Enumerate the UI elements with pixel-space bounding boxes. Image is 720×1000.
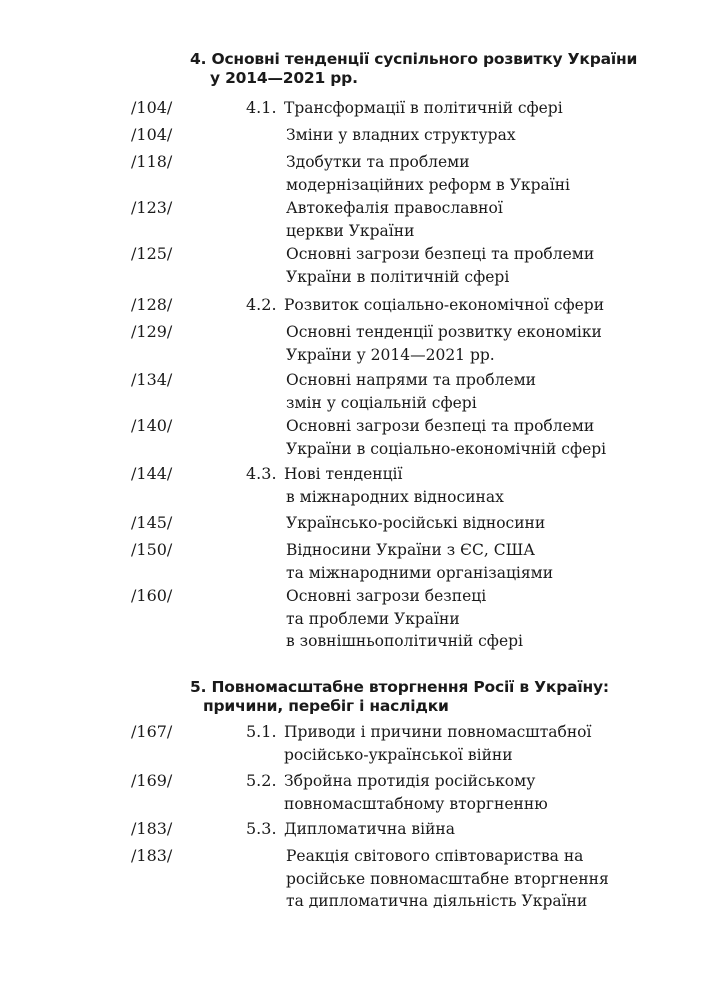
- entry-line: Основні напрями та проблеми: [286, 371, 536, 389]
- entry-title: [286, 124, 516, 147]
- entry-title: [286, 369, 536, 414]
- entry-title: [284, 463, 504, 508]
- entry-line: Основні загрози безпеці та проблеми: [286, 417, 595, 435]
- page-number: /118/: [131, 152, 173, 171]
- entry-line: російське повномасштабне вторгнення: [286, 869, 609, 888]
- section-title-line1: 5. Повномасштабне вторгнення Росії в Україну:: [190, 678, 609, 696]
- subsection-number: 5.1.: [246, 722, 277, 741]
- page-number: /145/: [131, 513, 173, 532]
- page-number: /169/: [131, 771, 173, 790]
- entry-title: [284, 294, 604, 317]
- entry-line: та міжнародними організаціями: [286, 563, 554, 582]
- entry-title: [284, 770, 548, 815]
- entry-title: [286, 243, 594, 288]
- entry-title: [286, 845, 609, 913]
- entry-title: [286, 539, 553, 584]
- entry-line: Збройна протидія російському: [284, 772, 536, 790]
- entry-line: та дипломатична діяльність України: [286, 892, 588, 910]
- section-5-heading: [190, 678, 609, 716]
- subsection-number: 5.3.: [246, 819, 277, 838]
- entry-title: [284, 721, 591, 766]
- entry-line: російсько-української війни: [284, 745, 513, 764]
- subsection-number: 4.3.: [246, 464, 277, 483]
- entry-line: України в політичній сфері: [286, 267, 510, 286]
- section-title-line2: причини, перебіг і наслідки: [203, 697, 449, 715]
- entry-line: Розвиток соціально-економічної сфери: [284, 296, 605, 314]
- section-title-line2: у 2014—2021 рр.: [210, 69, 358, 87]
- page-number: /129/: [131, 322, 173, 341]
- subsection-number: 5.2.: [246, 771, 277, 790]
- entry-line: повномасштабному вторгненню: [284, 794, 548, 813]
- page-number: /104/: [131, 125, 173, 144]
- page-number: /150/: [131, 540, 173, 559]
- entry-line: Зміни у владних структурах: [286, 126, 516, 144]
- entry-line: в міжнародних відносинах: [286, 487, 504, 506]
- entry-line: Основні загрози безпеці: [286, 587, 487, 605]
- page-number: /125/: [131, 244, 173, 263]
- entry-title: [286, 585, 523, 653]
- page-number: /183/: [131, 819, 173, 838]
- entry-line: Дипломатична війна: [284, 820, 455, 838]
- subsection-number: 4.2.: [246, 295, 277, 314]
- entry-line: Відносини України з ЄС, США: [286, 541, 535, 559]
- entry-line: Здобутки та проблеми: [286, 153, 470, 171]
- section-title-line1: 4. Основні тенденції суспільного розвитку України: [190, 50, 638, 68]
- page-number: /128/: [131, 295, 173, 314]
- entry-line: України у 2014—2021 рр.: [286, 345, 495, 364]
- entry-title: [284, 97, 563, 120]
- entry-line: Нові тенденції: [284, 465, 403, 483]
- page-number: /160/: [131, 586, 173, 605]
- entry-line: Основні загрози безпеці та проблеми: [286, 245, 595, 263]
- entry-title: [286, 321, 602, 366]
- page-number: /167/: [131, 722, 173, 741]
- entry-line: Основні тенденції розвитку економіки: [286, 323, 602, 341]
- section-4-heading: [190, 50, 637, 88]
- page-number: /144/: [131, 464, 173, 483]
- entry-line: модернізаційних реформ в Україні: [286, 175, 571, 194]
- page-number: /134/: [131, 370, 173, 389]
- entry-title: [284, 818, 455, 841]
- subsection-number: 4.1.: [246, 98, 277, 117]
- entry-line: Українсько-російські відносини: [286, 514, 546, 532]
- entry-line: та проблеми України: [286, 609, 460, 628]
- entry-line: церкви України: [286, 221, 415, 240]
- entry-title: [286, 151, 570, 196]
- page-number: /140/: [131, 416, 173, 435]
- page-number: /183/: [131, 846, 173, 865]
- entry-title: [286, 197, 503, 242]
- entry-line: Автокефалія православної: [286, 199, 503, 217]
- entry-line: України в соціально-економічній сфері: [286, 439, 607, 458]
- entry-line: Реакція світового співтовариства на: [286, 847, 584, 865]
- entry-line: змін у соціальній сфері: [286, 393, 477, 412]
- page-number: /104/: [131, 98, 173, 117]
- entry-title: [286, 512, 545, 535]
- entry-line: в зовнішньополітичній сфері: [286, 632, 523, 650]
- entry-line: Трансформації в політичній сфері: [284, 99, 563, 117]
- entry-line: Приводи і причини повномасштабної: [284, 723, 592, 741]
- page-number: /123/: [131, 198, 173, 217]
- entry-title: [286, 415, 606, 460]
